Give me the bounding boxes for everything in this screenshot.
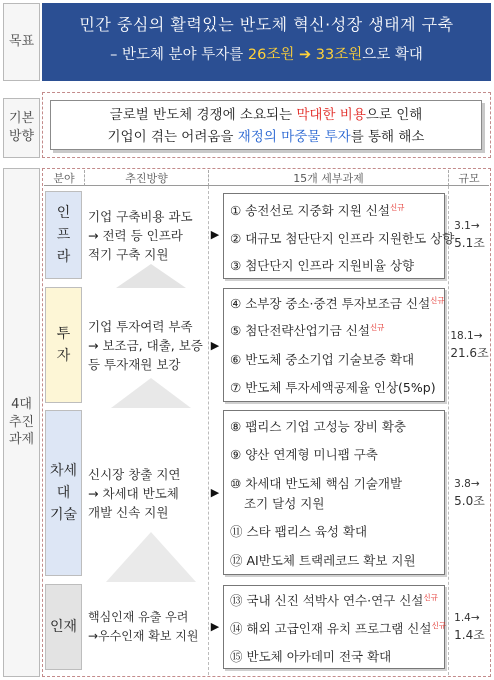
task-item: ① 송전선로 지중화 지원 신설$^{신규}$: [230, 202, 405, 218]
task-item: 조기 달성 지원: [244, 496, 325, 511]
task-item: ⑬ 국내 신진 석박사 연수·연구 신설$^{신규}$: [230, 592, 438, 608]
basic-line-1: 글로벌 반도체 경쟁에 소요되는 막대한 비용으로 인해: [109, 107, 423, 123]
area-investment: 투 자: [45, 287, 82, 403]
basic-label-cell: [3, 98, 40, 158]
basic-label: 기본 방향: [8, 111, 35, 144]
up-arrow-icon: [96, 262, 206, 290]
task-item: ⑭ 해외 고급인재 유치 프로그램 신설$^{신규}$: [230, 620, 446, 636]
task-item: ⑮ 반도체 아카데미 전국 확대: [230, 649, 392, 664]
tasks-talent: [223, 585, 445, 669]
task-item: ⑦ 반도체 투자세액공제율 인상(5%p): [230, 380, 436, 395]
investment-to: 33조원: [315, 47, 363, 63]
scale-next-gen-tech: 3.8→ 5.0조: [454, 477, 485, 508]
column-divider: [448, 186, 449, 675]
goal-label: 목표: [8, 34, 35, 50]
direction-investment: 기업 투자여력 부족 → 보조금, 대출, 보증 등 투자재원 보강: [88, 318, 203, 372]
task-item: ⑪ 스타 팹리스 육성 확대: [230, 524, 368, 539]
arrow-right-icon: ➔: [298, 47, 312, 63]
task-item: ⑨ 양산 연계형 미니팹 구축: [230, 447, 378, 462]
task-item: ⑩ 차세대 반도체 핵심 기술개발: [230, 476, 403, 491]
new-badge: 신규: [431, 620, 446, 630]
new-badge: 신규: [423, 592, 438, 602]
triangle-right-icon: ▶: [210, 338, 220, 352]
goal-label-cell: [3, 3, 40, 81]
header-scale: 규모: [448, 170, 489, 186]
area-infrastructure: 인 프 라: [45, 191, 82, 279]
up-arrow-icon: [96, 530, 206, 584]
task-item: ⑫ AI반도체 트랙레코드 확보 지원: [230, 553, 416, 568]
header-direction: 추진방향: [84, 170, 208, 186]
direction-infrastructure: 기업 구축비용 과도 → 전력 등 인프라 적기 구축 지원: [88, 208, 193, 262]
basic-direction-box: [50, 100, 482, 150]
tasks-next-gen-tech: [223, 410, 445, 575]
task-item: ⑥ 반도체 중소기업 기술보증 확대: [230, 352, 415, 367]
direction-next-gen-tech: 신시장 창출 지연 → 차세대 반도체 개발 신속 지원: [88, 466, 181, 520]
area-next-gen-tech: 차세대 기술: [45, 410, 82, 576]
triangle-right-icon: ▶: [210, 619, 220, 633]
up-arrow-icon: [96, 376, 206, 410]
area-talent: 인재: [45, 584, 82, 670]
goal-title: 민간 중심의 활력있는 반도체 혁신·성장 생태계 구축: [79, 15, 454, 34]
new-badge: 신규: [430, 295, 445, 305]
new-badge: 신규: [369, 322, 385, 332]
scale-infrastructure: 3.1→ 5.1조: [454, 219, 485, 250]
task-item: ⑤ 첨단전략산업기금 신설$^{신규}$: [230, 322, 385, 338]
scale-investment: 18.1→ 21.6조: [450, 329, 489, 360]
triangle-right-icon: ▶: [210, 485, 220, 499]
triangle-right-icon: ▶: [210, 227, 220, 241]
pillars-label: 4대 추진 과제: [8, 397, 35, 448]
scale-talent: 1.4→ 1.4조: [454, 611, 485, 642]
task-item: ⑧ 팹리스 기업 고성능 장비 확충: [230, 419, 406, 434]
direction-talent: 핵심인재 유출 우려 →우수인재 확보 지원: [88, 610, 199, 643]
goal-subtitle: – 반도체 분야 투자를 26조원 ➔ 33조원으로 확대: [110, 47, 423, 63]
task-item: ② 대규모 첨단단지 인프라 지원한도 상향: [230, 231, 455, 246]
tasks-investment: [223, 288, 445, 402]
goal-banner: [42, 3, 491, 81]
task-item: ③ 첨단단지 인프라 지원비율 상향: [230, 258, 415, 273]
task-item: ④ 소부장 중소·중견 투자보조금 신설$^{신규}$: [230, 295, 445, 311]
new-badge: 신규: [389, 202, 405, 212]
pillars-label-cell: [3, 168, 40, 677]
column-divider: [208, 186, 209, 675]
header-tasks: 15개 세부과제: [208, 170, 448, 186]
investment-from: 26조원: [247, 47, 295, 63]
header-area: 분야: [44, 170, 84, 186]
basic-line-2: 기업이 겪는 어려움을 재정의 마중물 투자를 통해 해소: [107, 129, 425, 145]
tasks-infrastructure: [223, 193, 455, 279]
